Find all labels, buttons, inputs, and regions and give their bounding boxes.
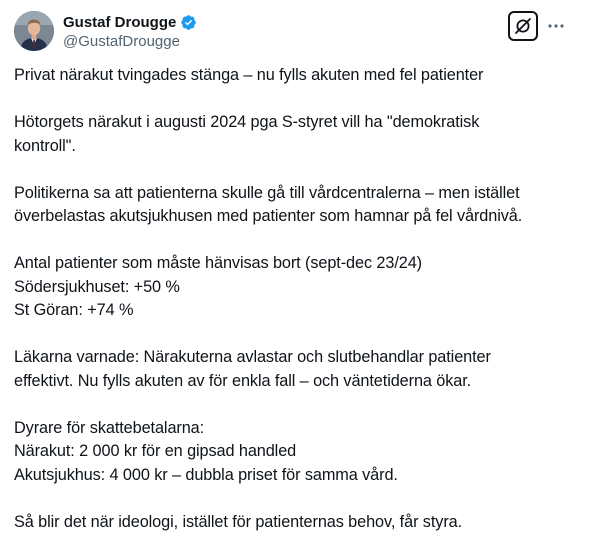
verified-badge-icon bbox=[180, 14, 197, 31]
tweet-paragraph bbox=[14, 252, 584, 323]
avatar-image bbox=[14, 11, 54, 51]
tweet-line: Läkarna varnade: Närakuterna avlastar och slutbehandlar patienter bbox=[14, 348, 491, 366]
tweet-line: Akutsjukhus: 4 000 kr – dubbla priset för samma vård. bbox=[14, 465, 398, 484]
tweet-paragraph bbox=[14, 346, 584, 393]
tweet-line: Privat närakut tvingades stänga – nu fylls akuten med fel patienter bbox=[14, 66, 484, 84]
tweet-paragraph bbox=[14, 111, 584, 158]
grok-icon bbox=[514, 17, 532, 35]
more-icon bbox=[547, 23, 565, 29]
tweet-line: Så blir det när ideologi, istället för patienternas behov, får styra. bbox=[14, 512, 463, 531]
tweet-paragraph bbox=[14, 417, 584, 488]
tweet-line: effektivt. Nu fylls akuten av för enkla fall – och väntetiderna ökar. bbox=[14, 371, 472, 390]
tweet-line: kontroll". bbox=[14, 136, 76, 155]
more-options-button[interactable] bbox=[543, 14, 569, 38]
tweet-paragraph bbox=[14, 182, 584, 229]
tweet-line: St Göran: +74 % bbox=[14, 301, 134, 319]
tweet-line: överbelastas akutsjukhusen med patienter som hamnar på fel vårdnivå. bbox=[14, 207, 523, 225]
grok-button[interactable] bbox=[508, 11, 538, 41]
tweet-line: Politikerna sa att patienterna skulle gå till vårdcentralerna – men istället bbox=[14, 183, 520, 202]
tweet-line: Hötorgets närakut i augusti 2024 pga S-styret vill ha "demokratisk bbox=[14, 113, 480, 131]
tweet-line: Södersjukhuset: +50 % bbox=[14, 277, 180, 296]
tweet-paragraph bbox=[14, 64, 584, 88]
tweet-line: Antal patienter som måste hänvisas bort (sept-dec 23/24) bbox=[14, 254, 422, 272]
avatar[interactable] bbox=[14, 11, 54, 51]
tweet-line: Dyrare för skattebetalarna: bbox=[14, 418, 205, 437]
tweet-line: Närakut: 2 000 kr för en gipsad handled bbox=[14, 442, 297, 460]
author-name[interactable]: Gustaf Drougge bbox=[63, 13, 177, 31]
author-name-row bbox=[63, 12, 197, 32]
tweet-paragraph bbox=[14, 511, 584, 535]
author-handle[interactable]: @GustafDrougge bbox=[63, 33, 180, 50]
tweet-text bbox=[14, 64, 584, 534]
